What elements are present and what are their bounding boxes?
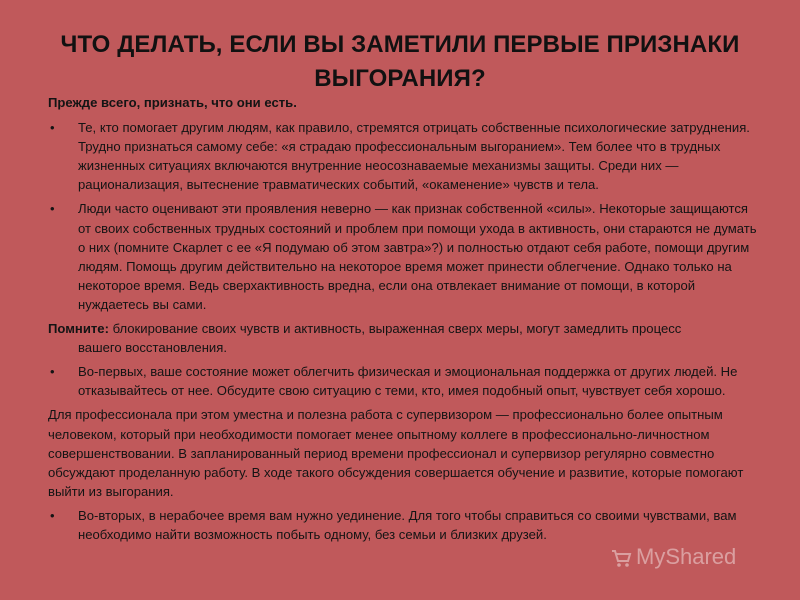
supervisor-paragraph: Для профессионала при этом уместна и полезна работа с супервизором — профессионально более опытным человеком, который при необходимости помогает менее опытному коллеге в профессионально-личностном совершенствовании. В запланированный период времени профессионал и супервизор регулярно совместно обсуждают проделанную работу. В ходе такого обсуждения совершается обучение и развитие, которые помогают выйти из выгорания.	[48, 407, 744, 499]
bullet-item-4	[48, 506, 760, 544]
remember-paragraph	[48, 319, 760, 357]
slide-body	[48, 93, 760, 549]
bullet-text-3: Во-первых, ваше состояние может облегчить физическая и эмоциональная поддержка от других людей. Не отказывайтесь от нее. Обсудите свою ситуацию с теми, кто, имея подобный опыт, чувствует себя хорошо.	[78, 364, 738, 399]
bullet-item-3	[48, 362, 760, 400]
bullet-item-1	[48, 118, 760, 194]
bullet-text-1: Те, кто помогает другим людям, как правило, стремятся отрицать собственные психологические затруднения. Трудно признаться самому себе: «я страдаю профессиональным выгоранием». Тем более что в трудных жизненных ситуациях включаются внутренние неосознаваемые механизмы защиты. Среди них — рационализация, вытеснение травматических событий, «окаменение» чувств и тела.	[78, 120, 750, 193]
bullet-text-4: Во-вторых, в нерабочее время вам нужно уединение. Для того чтобы справиться со своими чувствами, вам необходимо найти возможность побыть одному, без семьи и близких друзей.	[78, 507, 737, 542]
bullet-marker: •	[50, 364, 55, 380]
bullet-text-2: Люди часто оценивают эти проявления неверно — как признак собственной «силы». Некоторые защищаются от своих собственных трудных состояний и проблем при помощи ухода в активность, они стараются не думать о них (помните Скарлет с ее «Я подумаю об этом завтра»?) и полностью отдают себя работе, помощи другим людям. Помощь другим действительно на некоторое время может принести облегчение. Однако только на некоторое время. Ведь сверхактивность вредна, если она отвлекает внимание от помощи, в которой нуждаетесь вы сами.	[78, 201, 757, 312]
slide-title: ЧТО ДЕЛАТЬ, ЕСЛИ ВЫ ЗАМЕТИЛИ ПЕРВЫЕ ПРИЗНАКИ ВЫГОРАНИЯ?	[60, 31, 740, 92]
bullet-marker: •	[50, 507, 55, 523]
watermark	[610, 542, 780, 572]
remember-text-line2: вашего восстановления.	[78, 340, 227, 356]
remember-text-line1: блокирование своих чувств и активность, выраженная сверх меры, могут замедлить процесс	[112, 321, 682, 337]
subheading: Прежде всего, признать, что они есть.	[48, 95, 297, 110]
bullet-marker: •	[50, 201, 55, 217]
watermark-text: MyShared	[636, 544, 737, 569]
bullet-item-2	[48, 199, 760, 314]
cart-icon	[610, 547, 632, 569]
remember-label: Помните:	[48, 321, 109, 337]
bullet-marker: •	[50, 120, 55, 136]
